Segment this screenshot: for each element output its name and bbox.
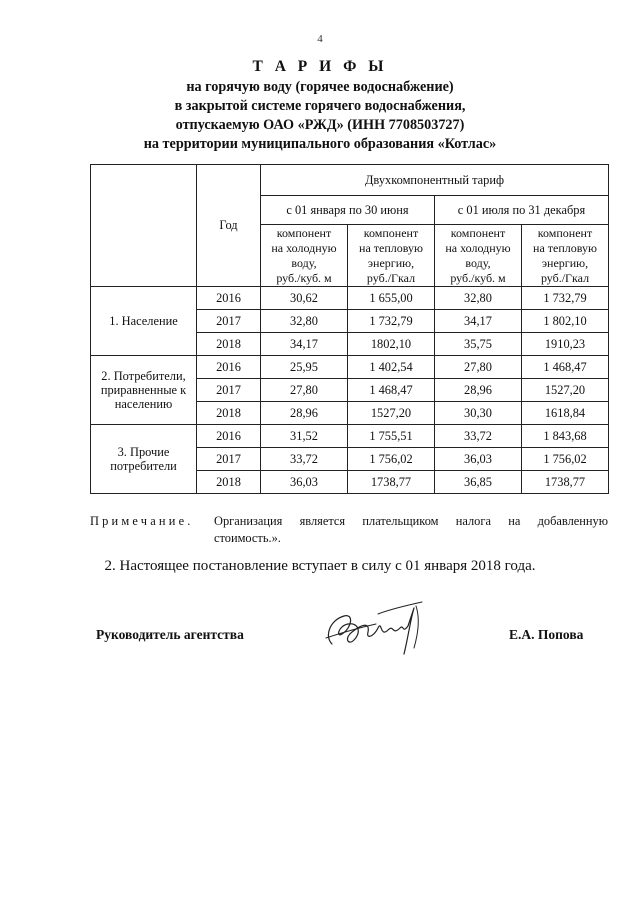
signatory-name: Е.А. Попова	[509, 627, 584, 642]
year-cell: 2018	[197, 402, 261, 425]
header-component: компонент на холодную воду, руб./куб. м	[261, 225, 348, 287]
table-row	[91, 425, 609, 448]
value-cell: 1527,20	[522, 379, 609, 402]
value-cell: 1 732,79	[348, 310, 435, 333]
note-word: налога	[455, 514, 491, 528]
year-cell: 2016	[197, 287, 261, 310]
header-period-first-half: с 01 января по 30 июня	[261, 196, 435, 225]
year-cell: 2016	[197, 425, 261, 448]
year-cell: 2016	[197, 356, 261, 379]
value-cell: 30,62	[261, 287, 348, 310]
note-text-line2: стоимость.».	[214, 531, 281, 545]
value-cell: 33,72	[435, 425, 522, 448]
value-cell: 33,72	[261, 448, 348, 471]
note-word: добавленную	[537, 514, 608, 528]
subtitle-line: в закрытой системе горячего водоснабжения,	[174, 98, 466, 114]
value-cell: 36,03	[435, 448, 522, 471]
value-cell: 1910,23	[522, 333, 609, 356]
value-cell: 1 756,02	[348, 448, 435, 471]
subtitle-line: на территории муниципального образования «Котлас»	[143, 136, 497, 152]
value-cell: 36,03	[261, 471, 348, 494]
subtitle-line: отпускаемую ОАО «РЖД» (ИНН 7708503727)	[175, 117, 465, 133]
note-word: плательщиком	[362, 514, 439, 528]
category-label: 3. Прочие потребители	[91, 425, 197, 494]
note-label: Примечание.	[90, 514, 194, 528]
note-word: является	[299, 514, 346, 528]
handwritten-signature	[318, 598, 433, 660]
value-cell: 27,80	[261, 379, 348, 402]
value-cell: 32,80	[435, 287, 522, 310]
year-cell: 2017	[197, 379, 261, 402]
year-cell: 2018	[197, 471, 261, 494]
value-cell: 1 732,79	[522, 287, 609, 310]
tariffs-table	[90, 164, 609, 494]
note-word: на	[508, 514, 521, 528]
value-cell: 1 843,68	[522, 425, 609, 448]
subtitle-line: на горячую воду (горячее водоснабжение)	[186, 79, 454, 95]
year-cell: 2018	[197, 333, 261, 356]
page-number: 4	[317, 33, 323, 45]
year-cell: 2017	[197, 310, 261, 333]
value-cell: 35,75	[435, 333, 522, 356]
document-title: Т А Р И Ф Ы	[252, 58, 388, 75]
value-cell: 1 802,10	[522, 310, 609, 333]
value-cell: 30,30	[435, 402, 522, 425]
value-cell: 1738,77	[522, 471, 609, 494]
note-text-line1	[214, 513, 608, 530]
decree-text: 2. Настоящее постановление вступает в силу с 01 января 2018 года.	[104, 558, 536, 574]
note-word: Организация	[214, 514, 283, 528]
value-cell: 34,17	[261, 333, 348, 356]
header-component: компонент на тепловую энергию, руб./Гкал	[522, 225, 609, 287]
document-subtitle	[0, 78, 640, 154]
value-cell: 1738,77	[348, 471, 435, 494]
value-cell: 1 468,47	[348, 379, 435, 402]
value-cell: 1 755,51	[348, 425, 435, 448]
header-period-second-half: с 01 июля по 31 декабря	[435, 196, 609, 225]
header-tariff-type: Двухкомпонентный тариф	[261, 165, 609, 196]
category-label: 1. Население	[91, 287, 197, 356]
header-category-blank	[91, 165, 197, 287]
value-cell: 27,80	[435, 356, 522, 379]
signatory-role: Руководитель агентства	[96, 627, 244, 642]
value-cell: 28,96	[261, 402, 348, 425]
value-cell: 1 655,00	[348, 287, 435, 310]
value-cell: 1 468,47	[522, 356, 609, 379]
header-year: Год	[197, 165, 261, 287]
value-cell: 1 402,54	[348, 356, 435, 379]
header-row-tariff	[91, 165, 609, 196]
value-cell: 1527,20	[348, 402, 435, 425]
table-row	[91, 287, 609, 310]
value-cell: 28,96	[435, 379, 522, 402]
value-cell: 1 756,02	[522, 448, 609, 471]
value-cell: 1618,84	[522, 402, 609, 425]
category-label: 2. Потребители, приравненные к населению	[91, 356, 197, 425]
value-cell: 32,80	[261, 310, 348, 333]
value-cell: 31,52	[261, 425, 348, 448]
value-cell: 34,17	[435, 310, 522, 333]
table-row	[91, 356, 609, 379]
value-cell: 1802,10	[348, 333, 435, 356]
value-cell: 36,85	[435, 471, 522, 494]
header-component: компонент на холодную воду, руб./куб. м	[435, 225, 522, 287]
value-cell: 25,95	[261, 356, 348, 379]
year-cell: 2017	[197, 448, 261, 471]
header-component: компонент на тепловую энергию, руб./Гкал	[348, 225, 435, 287]
